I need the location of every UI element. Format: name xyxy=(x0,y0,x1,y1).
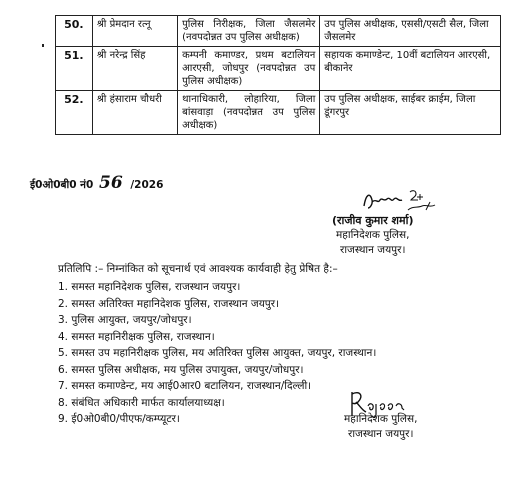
new-posting: सहायक कमाण्डेन्ट, 10वीं बटालियन आरएसी, बीकानेर xyxy=(320,47,501,91)
copy-heading: प्रतिलिपि :– निम्नांकित को सूचनार्थ एवं आवश्यक कार्यवाही हेतु प्रेषित है:– xyxy=(58,263,338,275)
table-row xyxy=(56,91,501,135)
current-posting: पुलिस निरीक्षक, जिला जैसलमेर (नवपदोन्नत उप पुलिस अधीक्षक) xyxy=(178,16,320,47)
officer-name: श्री प्रेमदान रत्नू xyxy=(92,16,177,47)
new-posting: उप पुलिस अधीक्षक, एससी/एसटी सैल, जिला जैसलमेर xyxy=(320,16,501,47)
list-item: 3. पुलिस आयुक्त, जयपुर/जोधपुर। xyxy=(58,314,192,326)
table-row xyxy=(56,47,501,91)
order-number-handwritten: 56 xyxy=(98,173,123,193)
scan-artifact xyxy=(42,44,44,47)
order-number xyxy=(30,173,163,193)
serial-number: 50. xyxy=(56,16,93,47)
transfer-table xyxy=(55,15,501,135)
list-item: 5. समस्त उप महानिरीक्षक पुलिस, मय अतिरिक्त पुलिस आयुक्त, जयपुर, राजस्थान। xyxy=(58,347,377,359)
list-item: 1. समस्त महानिदेशक पुलिस, राजस्थान जयपुर। xyxy=(58,281,241,293)
serial-number: 51. xyxy=(56,47,93,91)
list-item: 4. समस्त महानिरीक्षक पुलिस, राजस्थान। xyxy=(58,330,215,343)
table-row xyxy=(56,16,501,47)
signature-block xyxy=(332,213,413,258)
new-posting: उप पुलिस अधीक्षक, साईबर क्राईम, जिला डूंगरपुर xyxy=(320,91,501,135)
list-item: 7. समस्त कमाण्डेन्ट, मय आई0आर0 बटालियन, राजस्थान/दिल्ली। xyxy=(58,380,312,392)
serial-number: 52. xyxy=(56,91,93,135)
list-item: 6. समस्त पुलिस अधीक्षक, मय पुलिस उपायुक्त, जयपुर/जोधपुर। xyxy=(58,363,304,376)
officer-name: श्री नरेन्द्र सिंह xyxy=(92,47,177,91)
current-posting: थानाधिकारी, लोहारिया, जिला बांसवाड़ा (नवपदोन्नत उप पुलिस अधीक्षक) xyxy=(178,91,320,135)
order-prefix: ई0ओ0बी0 नं0 xyxy=(30,179,94,191)
signatory-designation: महानिदेशक पुलिस, xyxy=(344,413,418,425)
order-year: /2026 xyxy=(130,179,164,191)
signatory-place: राजस्थान जयपुर। xyxy=(348,428,414,440)
officer-name: श्री हंसाराम चौधरी xyxy=(92,91,177,135)
signatory-designation: महानिदेशक पुलिस, xyxy=(336,229,410,241)
copy-list xyxy=(58,279,376,428)
signatory-name: (राजीव कुमार शर्मा) xyxy=(332,214,414,227)
list-item: 8. संबंधित अधिकारी मार्फत कार्यालयाध्यक्ष। xyxy=(58,396,225,409)
list-item: 2. समस्त अतिरिक्त महानिदेशक पुलिस, राजस्थान जयपुर। xyxy=(58,297,280,310)
signature-block-2 xyxy=(344,412,417,442)
signatory-place: राजस्थान जयपुर। xyxy=(340,244,406,256)
current-posting: कम्पनी कमाण्डर, प्रथम बटालियन आरएसी, जोधपुर (नवपदोन्नत उप पुलिस अधीक्षक) xyxy=(178,47,320,91)
list-item: 9. ई0ओ0बी0/पीएफ/कम्प्यूटर। xyxy=(58,413,180,425)
